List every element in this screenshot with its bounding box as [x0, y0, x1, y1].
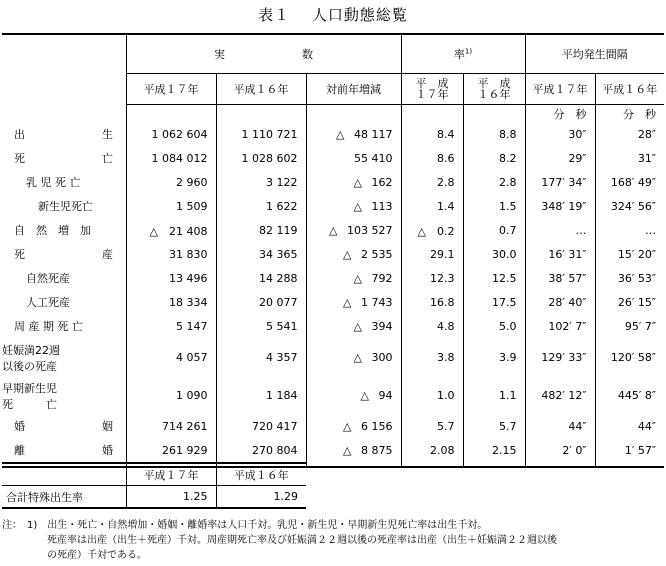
- table-row: [2, 171, 664, 195]
- cell-int-h17: 16′ 31″: [525, 243, 595, 267]
- cell-h16: 1 622: [216, 195, 306, 219]
- row-label: 妊娠満22週 以後の死産: [2, 343, 60, 373]
- cell-diff: △ 94: [306, 377, 401, 415]
- table-row: [2, 439, 664, 463]
- cell-rate-h17: 4.8: [401, 315, 463, 339]
- cell-h16: 270 804: [216, 439, 306, 463]
- cell-rate-h16: 5.7: [463, 415, 525, 439]
- tfr-col-h17: 平成１７年: [126, 463, 216, 486]
- decrease-mark: △: [336, 128, 345, 141]
- unit-h17: 分 秒: [525, 105, 595, 123]
- decrease-mark: △: [353, 351, 362, 364]
- cell-rate-h16: 12.5: [463, 267, 525, 291]
- cell-h16: 14 288: [216, 267, 306, 291]
- cell-int-h16: 120′ 58″: [595, 339, 664, 377]
- row-label: 死 亡: [14, 151, 113, 165]
- cell-rate-h16: 2.15: [463, 439, 525, 463]
- tfr-h17: 1.25: [126, 486, 216, 509]
- cell-rate-h16: 17.5: [463, 291, 525, 315]
- cell-int-h16: 1′ 57″: [595, 439, 664, 463]
- unit-h16: 分 秒: [595, 105, 664, 123]
- cell-int-h17: 28′ 40″: [525, 291, 595, 315]
- cell-diff: △ 394: [306, 315, 401, 339]
- cell-h17: 13 496: [126, 267, 216, 291]
- tfr-table: [2, 462, 306, 509]
- tfr-h16: 1.29: [216, 486, 306, 509]
- cell-h16: 82 119: [216, 219, 306, 243]
- cell-int-h16: 324′ 56″: [595, 195, 664, 219]
- table-row: [2, 415, 664, 439]
- cell-diff: △ 300: [306, 339, 401, 377]
- page-title: 表１ 人口動態総覧: [258, 6, 408, 24]
- col-int-h17: 平成１７年: [525, 74, 595, 105]
- col-rate-h16: 平 成 １６年: [463, 74, 525, 105]
- cell-h16: 720 417: [216, 415, 306, 439]
- row-label: 自 然 増 加: [14, 223, 91, 237]
- kankaku-header: 平均発生間隔: [525, 34, 664, 74]
- col-h16: 平成１６年: [216, 74, 306, 105]
- cell-int-h16: 44″: [595, 415, 664, 439]
- cell-rate-h17: 16.8: [401, 291, 463, 315]
- cell-int-h17: 348′ 19″: [525, 195, 595, 219]
- cell-h16: 5 541: [216, 315, 306, 339]
- cell-h17: 5 147: [126, 315, 216, 339]
- cell-diff: △ 1 743: [306, 291, 401, 315]
- cell-int-h16: 168′ 49″: [595, 171, 664, 195]
- cell-rate-h16: 2.8: [463, 171, 525, 195]
- row-label: 乳 児 死 亡: [26, 175, 81, 189]
- row-label: 婚 姻: [14, 419, 113, 433]
- cell-rate-h17: 2.08: [401, 439, 463, 463]
- decrease-mark: △: [343, 444, 352, 457]
- cell-rate-h16: 1.1: [463, 377, 525, 415]
- cell-int-h17: …: [525, 219, 595, 243]
- cell-h17: 261 929: [126, 439, 216, 463]
- table-row: [2, 219, 664, 243]
- cell-diff: △ 792: [306, 267, 401, 291]
- jissu-header: 実 数: [126, 34, 401, 74]
- cell-h17: 18 334: [126, 291, 216, 315]
- tfr-label: 合計特殊出生率: [6, 490, 83, 504]
- cell-rate-h16: 3.9: [463, 339, 525, 377]
- cell-h16: 4 357: [216, 339, 306, 377]
- cell-int-h16: 95′ 7″: [595, 315, 664, 339]
- table-row: [2, 147, 664, 171]
- cell-diff: 55 410: [306, 147, 401, 171]
- cell-diff: △ 113: [306, 195, 401, 219]
- cell-rate-h16: 8.2: [463, 147, 525, 171]
- note-line-1: 注： 1) 出生・死亡・自然増加・婚姻・離婚率は人口千対。乳児・新生児・早期新生児死亡率は出生千対。: [2, 520, 488, 531]
- cell-diff: △ 6 156: [306, 415, 401, 439]
- decrease-mark: △: [343, 420, 352, 433]
- table-row: [2, 267, 664, 291]
- decrease-mark: △: [353, 200, 362, 213]
- note-line-3: の死産）千対である。: [47, 550, 147, 561]
- tfr-header-row: [2, 463, 306, 486]
- cell-int-h17: 30″: [525, 123, 595, 147]
- cell-diff: △ 103 527: [306, 219, 401, 243]
- cell-h17: 4 057: [126, 339, 216, 377]
- cell-int-h16: 445′ 8″: [595, 377, 664, 415]
- decrease-mark: △: [343, 296, 352, 309]
- cell-rate-h16: 5.0: [463, 315, 525, 339]
- col-h17: 平成１７年: [126, 74, 216, 105]
- cell-rate-h16: 0.7: [463, 219, 525, 243]
- cell-h17: △ 21 408: [126, 219, 216, 243]
- cell-h17: 1 509: [126, 195, 216, 219]
- row-label: 死 産: [14, 247, 113, 261]
- note-line-2: 死産率は出産（出生＋死産）千対。周産期死亡率及び妊娠満２２週以後の死産率は出産（出生＋妊娠満２２週以後: [47, 535, 557, 546]
- cell-rate-h17: △ 0.2: [401, 219, 463, 243]
- cell-diff: △ 2 535: [306, 243, 401, 267]
- cell-h17: 714 261: [126, 415, 216, 439]
- cell-rate-h16: 1.5: [463, 195, 525, 219]
- cell-int-h17: 38′ 57″: [525, 267, 595, 291]
- cell-rate-h17: 3.8: [401, 339, 463, 377]
- cell-rate-h17: 1.0: [401, 377, 463, 415]
- vital-statistics-table: [2, 33, 664, 468]
- cell-rate-h17: 2.8: [401, 171, 463, 195]
- cell-h16: 34 365: [216, 243, 306, 267]
- cell-h16: 1 110 721: [216, 123, 306, 147]
- table-row: [2, 339, 664, 377]
- cell-int-h16: 28″: [595, 123, 664, 147]
- cell-int-h16: 31″: [595, 147, 664, 171]
- ritsu-footnote-mark: 1): [464, 47, 473, 56]
- col-int-h16: 平成１６年: [595, 74, 664, 105]
- cell-rate-h17: 12.3: [401, 267, 463, 291]
- row-label: 周 産 期 死 亡: [14, 319, 83, 333]
- cell-diff: △ 8 875: [306, 439, 401, 463]
- cell-h17: 1 062 604: [126, 123, 216, 147]
- col-rate-h17: 平 成 １７年: [401, 74, 463, 105]
- table-row: [2, 243, 664, 267]
- table-row: [2, 291, 664, 315]
- cell-h16: 20 077: [216, 291, 306, 315]
- cell-int-h16: …: [595, 219, 664, 243]
- tfr-col-h16: 平成１６年: [216, 463, 306, 486]
- decrease-mark: △: [353, 176, 362, 189]
- cell-int-h17: 44″: [525, 415, 595, 439]
- cell-h17: 31 830: [126, 243, 216, 267]
- unit-row: [2, 105, 664, 123]
- cell-int-h17: 482′ 12″: [525, 377, 595, 415]
- cell-h16: 1 028 602: [216, 147, 306, 171]
- cell-int-h17: 177′ 34″: [525, 171, 595, 195]
- cell-diff: △ 48 117: [306, 123, 401, 147]
- cell-rate-h17: 29.1: [401, 243, 463, 267]
- decrease-mark: △: [353, 320, 362, 333]
- cell-int-h16: 26′ 15″: [595, 291, 664, 315]
- table-row: [2, 315, 664, 339]
- cell-int-h17: 2′ 0″: [525, 439, 595, 463]
- tfr-row: [2, 486, 306, 509]
- cell-int-h17: 29″: [525, 147, 595, 171]
- decrease-mark: △: [329, 224, 338, 237]
- decrease-mark: △: [353, 272, 362, 285]
- table-row: [2, 377, 664, 415]
- row-label: 早期新生児 死 亡: [2, 381, 57, 411]
- row-label: 新生児死亡: [38, 199, 93, 213]
- table-row: [2, 195, 664, 219]
- cell-int-h16: 36′ 53″: [595, 267, 664, 291]
- row-label: 人工死産: [26, 295, 70, 309]
- cell-diff: △ 162: [306, 171, 401, 195]
- cell-h17: 2 960: [126, 171, 216, 195]
- cell-rate-h17: 5.7: [401, 415, 463, 439]
- row-label: 出 生: [14, 127, 113, 141]
- row-label: 離 婚: [14, 443, 113, 457]
- cell-h17: 1 084 012: [126, 147, 216, 171]
- decrease-mark: △: [360, 389, 369, 402]
- cell-rate-h17: 1.4: [401, 195, 463, 219]
- cell-h17: 1 090: [126, 377, 216, 415]
- col-diff: 対前年増減: [306, 74, 401, 105]
- cell-int-h16: 15′ 20″: [595, 243, 664, 267]
- cell-rate-h17: 8.4: [401, 123, 463, 147]
- row-label: 自然死産: [26, 271, 70, 285]
- header-row-1: [2, 34, 664, 74]
- decrease-mark: △: [343, 248, 352, 261]
- cell-rate-h17: 8.6: [401, 147, 463, 171]
- cell-int-h17: 129′ 33″: [525, 339, 595, 377]
- cell-h16: 1 184: [216, 377, 306, 415]
- table-row: [2, 123, 664, 147]
- cell-rate-h16: 30.0: [463, 243, 525, 267]
- cell-h16: 3 122: [216, 171, 306, 195]
- cell-int-h17: 102′ 7″: [525, 315, 595, 339]
- ritsu-header: 率$^{1)}$: [401, 34, 525, 74]
- cell-rate-h16: 8.8: [463, 123, 525, 147]
